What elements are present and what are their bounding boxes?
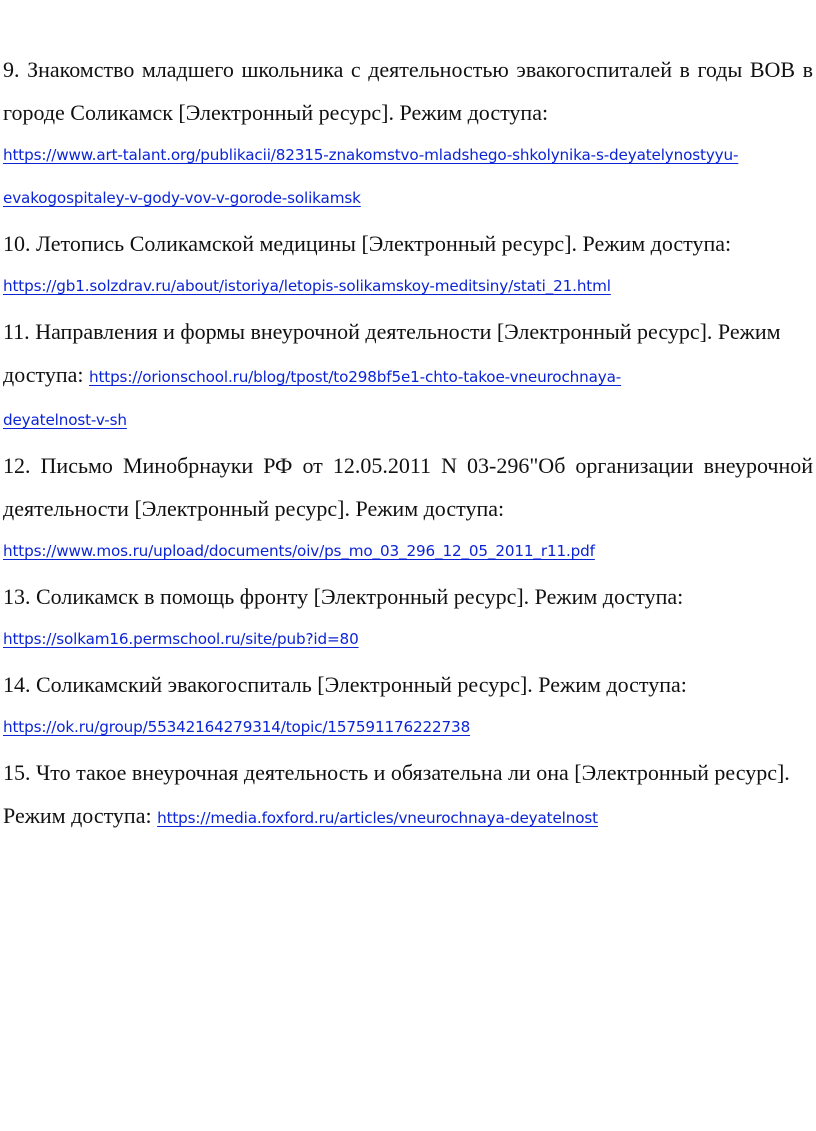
reference-link-continuation[interactable]: evakogospitaley-v-gody-vov-v-gorode-solikamsk [3,189,361,207]
reference-number: 9. [3,57,20,82]
reference-item-11 [3,310,813,442]
reference-number: 10. [3,231,31,256]
reference-item-13 [3,575,813,661]
reference-text: Письмо Минобрнауки РФ от 12.05.2011 N 03-296"Об организации внеурочной деятельности [Электронный ресурс]. Режим доступа: [3,453,813,521]
reference-number: 14. [3,672,31,697]
reference-number: 15. [3,760,31,785]
reference-text: Знакомство младшего школьника с деятельностью эвакогоспиталей в годы ВОВ в городе Соликамск [Электронный ресурс]. Режим доступа: [3,57,813,125]
reference-text: Направления и формы внеурочной деятельности [Электронный ресурс]. Режим доступа: [3,319,781,387]
reference-link[interactable]: https://www.mos.ru/upload/documents/oiv/ps_mo_03_296_12_05_2011_r11.pdf [3,542,595,560]
reference-text: Соликамский эвакогоспиталь [Электронный ресурс]. Режим доступа: [36,672,687,697]
reference-item-10 [3,222,813,308]
reference-text: Летопись Соликамской медицины [Электронный ресурс]. Режим доступа: [36,231,732,256]
reference-number: 12. [3,453,31,478]
reference-link[interactable]: https://solkam16.permschool.ru/site/pub?id=80 [3,630,359,648]
reference-text: Соликамск в помощь фронту [Электронный ресурс]. Режим доступа: [36,584,684,609]
reference-link-continuation[interactable]: deyatelnost-v-sh [3,411,127,429]
reference-link[interactable]: https://media.foxford.ru/articles/vneurochnaya-deyatelnost [157,809,598,827]
reference-list [3,48,813,842]
reference-link[interactable]: https://ok.ru/group/55342164279314/topic/157591176222738 [3,718,471,736]
reference-number: 13. [3,584,31,609]
reference-item-9 [3,48,813,220]
reference-text: Что такое внеурочная деятельность и обязательна ли она [Электронный ресурс]. Режим доступа: [3,760,790,828]
reference-item-15 [3,751,813,840]
reference-item-14 [3,663,813,749]
reference-link[interactable]: https://gb1.solzdrav.ru/about/istoriya/letopis-solikamskoy-meditsiny/stati_21.html [3,277,611,295]
reference-link[interactable]: https://orionschool.ru/blog/tpost/to298bf5e1-chto-takoe-vneurochnaya- [88,368,622,386]
reference-item-12 [3,444,813,573]
reference-link[interactable]: https://www.art-talant.org/publikacii/82315-znakomstvo-mladshego-shkolynika-s-deyatelynostyyu- [3,146,739,164]
reference-number: 11. [3,319,30,344]
